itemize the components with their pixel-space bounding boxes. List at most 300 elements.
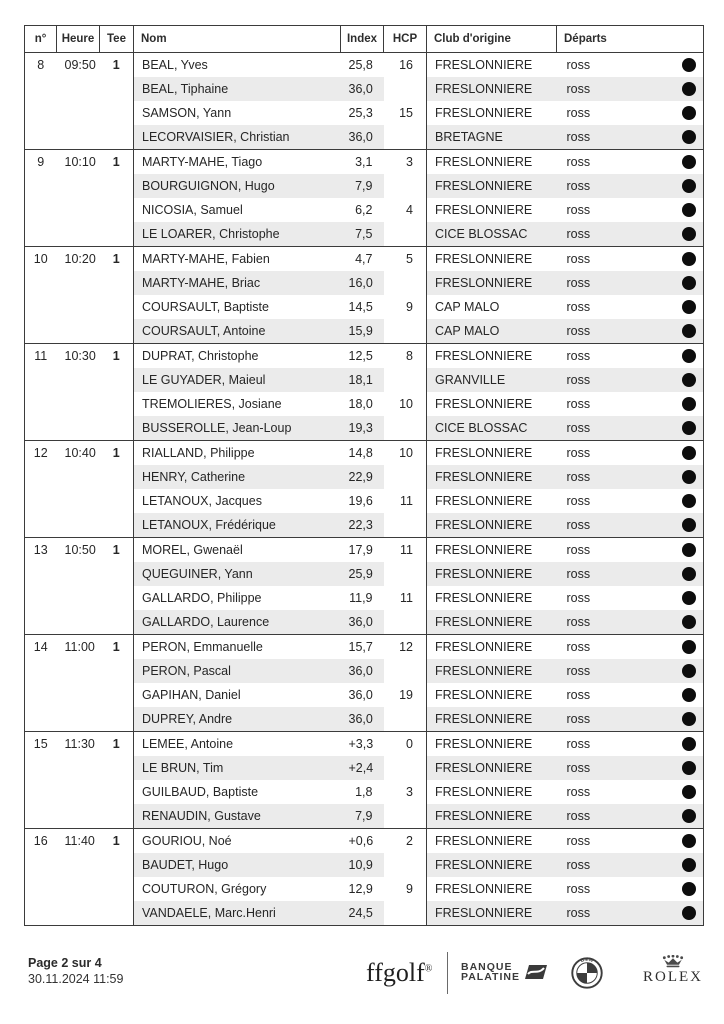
- depart-label: ross: [566, 906, 591, 920]
- depart-label: ross: [566, 106, 591, 120]
- start-time: 10:20: [57, 247, 100, 344]
- player-depart-cell: [557, 732, 704, 757]
- player-row: [25, 53, 704, 78]
- player-hcp: [384, 804, 427, 829]
- column-header-tee: Tee: [100, 26, 134, 53]
- group-number: 13: [25, 538, 57, 635]
- player-hcp: 0: [384, 732, 427, 757]
- player-index: 25,3: [348, 106, 373, 120]
- player-name: MOREL, Gwenaël: [142, 543, 243, 557]
- player-name: GAPIHAN, Daniel: [142, 688, 241, 702]
- depart-label: ross: [566, 179, 591, 193]
- player-club: FRESLONNIERE: [427, 659, 557, 683]
- player-club: FRESLONNIERE: [427, 683, 557, 707]
- group-9: [25, 150, 704, 247]
- player-index: 1,8: [355, 785, 373, 799]
- depart-dot-icon: [682, 82, 696, 96]
- player-depart-cell: [557, 53, 704, 78]
- tee-number: 1: [100, 538, 134, 635]
- player-name: BEAL, Tiphaine: [134, 77, 341, 101]
- group-13: [25, 538, 704, 635]
- player-hcp: 3: [384, 150, 427, 175]
- depart-dot-icon: [682, 688, 696, 702]
- player-hcp: 19: [384, 683, 427, 707]
- player-index: 36,0: [341, 707, 384, 732]
- depart-dot-icon: [682, 276, 696, 290]
- start-time: 11:40: [57, 829, 100, 926]
- player-index: 36,0: [341, 77, 384, 101]
- player-index: 12,9: [348, 882, 373, 896]
- player-index: 22,3: [341, 513, 384, 538]
- start-time: 11:30: [57, 732, 100, 829]
- player-depart-cell: [557, 271, 704, 295]
- player-name: LE BRUN, Tim: [134, 756, 341, 780]
- column-header-d-parts: Départs: [557, 26, 704, 53]
- player-name: HENRY, Catherine: [134, 465, 341, 489]
- player-name: PERON, Pascal: [134, 659, 341, 683]
- player-hcp: 9: [384, 877, 427, 901]
- player-name: TREMOLIERES, Josiane: [142, 397, 282, 411]
- player-depart-cell: [557, 441, 704, 466]
- rolex-logo: [638, 955, 708, 986]
- player-index: 36,0: [341, 125, 384, 150]
- group-number: 14: [25, 635, 57, 732]
- depart-dot-icon: [682, 761, 696, 775]
- group-14: [25, 635, 704, 732]
- start-time: 10:40: [57, 441, 100, 538]
- depart-label: ross: [566, 591, 591, 605]
- player-hcp: [384, 610, 427, 635]
- player-club: FRESLONNIERE: [427, 392, 557, 416]
- player-hcp: [384, 77, 427, 101]
- depart-dot-icon: [682, 518, 696, 532]
- tee-times-table: [24, 25, 704, 926]
- player-index: 25,8: [348, 58, 373, 72]
- depart-label: ross: [566, 421, 591, 435]
- player-hcp: 4: [384, 198, 427, 222]
- player-name: COUTURON, Grégory: [142, 882, 267, 896]
- player-hcp: 15: [384, 101, 427, 125]
- player-index: 36,0: [348, 688, 373, 702]
- player-index: 36,0: [341, 610, 384, 635]
- tee-number: 1: [100, 53, 134, 150]
- player-depart-cell: [557, 659, 704, 683]
- player-name: BOURGUIGNON, Hugo: [134, 174, 341, 198]
- tee-number: 1: [100, 829, 134, 926]
- player-hcp: 11: [384, 586, 427, 610]
- depart-label: ross: [566, 494, 591, 508]
- depart-label: ross: [566, 761, 591, 775]
- player-hcp: [384, 222, 427, 247]
- group-number: 12: [25, 441, 57, 538]
- tee-number: 1: [100, 441, 134, 538]
- depart-dot-icon: [682, 834, 696, 848]
- player-index: 10,9: [341, 853, 384, 877]
- group-number: 15: [25, 732, 57, 829]
- player-index: 22,9: [341, 465, 384, 489]
- depart-label: ross: [566, 640, 591, 654]
- player-index: 11,9: [349, 591, 373, 605]
- player-name: MARTY-MAHE, Fabien: [142, 252, 270, 266]
- banque-palatine-logo: [461, 962, 548, 982]
- depart-dot-icon: [682, 446, 696, 460]
- player-club: CICE BLOSSAC: [427, 222, 557, 247]
- player-hcp: 10: [384, 392, 427, 416]
- player-club: FRESLONNIERE: [427, 538, 557, 563]
- player-name: GALLARDO, Laurence: [134, 610, 341, 635]
- depart-dot-icon: [682, 712, 696, 726]
- depart-label: ross: [566, 373, 591, 387]
- tee-number: 1: [100, 732, 134, 829]
- depart-dot-icon: [682, 227, 696, 241]
- column-header-n-: n°: [25, 26, 57, 53]
- depart-label: ross: [566, 227, 591, 241]
- player-depart-cell: [557, 756, 704, 780]
- player-name: GALLARDO, Philippe: [142, 591, 262, 605]
- depart-label: ross: [566, 276, 591, 290]
- player-club: FRESLONNIERE: [427, 707, 557, 732]
- player-depart-cell: [557, 465, 704, 489]
- start-time: 09:50: [57, 53, 100, 150]
- depart-label: ross: [566, 834, 591, 848]
- player-depart-cell: [557, 222, 704, 247]
- player-club: FRESLONNIERE: [427, 732, 557, 757]
- player-depart-cell: [557, 513, 704, 538]
- player-club: FRESLONNIERE: [427, 77, 557, 101]
- start-time: 10:50: [57, 538, 100, 635]
- player-name: QUEGUINER, Yann: [134, 562, 341, 586]
- player-club: FRESLONNIERE: [427, 174, 557, 198]
- player-depart-cell: [557, 562, 704, 586]
- depart-dot-icon: [682, 203, 696, 217]
- player-name: LEMEE, Antoine: [142, 737, 234, 751]
- player-hcp: 12: [384, 635, 427, 660]
- player-depart-cell: [557, 901, 704, 926]
- group-number: 9: [25, 150, 57, 247]
- player-depart-cell: [557, 77, 704, 101]
- player-index: 24,5: [341, 901, 384, 926]
- depart-dot-icon: [682, 567, 696, 581]
- player-hcp: [384, 271, 427, 295]
- player-hcp: [384, 756, 427, 780]
- depart-label: ross: [566, 300, 591, 314]
- player-name: MARTY-MAHE, Briac: [134, 271, 341, 295]
- player-club: FRESLONNIERE: [427, 513, 557, 538]
- player-club: FRESLONNIERE: [427, 53, 557, 78]
- column-header-nom: Nom: [134, 26, 341, 53]
- player-name: LETANOUX, Frédérique: [134, 513, 341, 538]
- group-10: [25, 247, 704, 344]
- player-name: PERON, Emmanuelle: [142, 640, 263, 654]
- player-name: COURSAULT, Baptiste: [142, 300, 269, 314]
- depart-dot-icon: [682, 397, 696, 411]
- player-index: 16,0: [341, 271, 384, 295]
- tee-number: 1: [100, 635, 134, 732]
- player-name: RENAUDIN, Gustave: [134, 804, 341, 829]
- player-name: DUPREY, Andre: [134, 707, 341, 732]
- player-name: GUILBAUD, Baptiste: [142, 785, 259, 799]
- depart-label: ross: [566, 82, 591, 96]
- depart-label: ross: [566, 518, 591, 532]
- depart-dot-icon: [682, 106, 696, 120]
- player-index: 12,5: [348, 349, 373, 363]
- player-name: GOURIOU, Noé: [142, 834, 232, 848]
- depart-label: ross: [566, 58, 591, 72]
- depart-dot-icon: [682, 809, 696, 823]
- depart-label: ross: [566, 688, 591, 702]
- player-name: COURSAULT, Antoine: [134, 319, 341, 344]
- player-depart-cell: [557, 586, 704, 610]
- group-number: 16: [25, 829, 57, 926]
- tee-number: 1: [100, 150, 134, 247]
- player-index: 18,1: [341, 368, 384, 392]
- player-depart-cell: [557, 416, 704, 441]
- player-hcp: 10: [384, 441, 427, 466]
- player-index: 19,3: [341, 416, 384, 441]
- player-index: 36,0: [341, 659, 384, 683]
- player-name: VANDAELE, Marc.Henri: [134, 901, 341, 926]
- footer-divider: [447, 952, 448, 994]
- player-depart-cell: [557, 319, 704, 344]
- player-depart-cell: [557, 101, 704, 125]
- depart-dot-icon: [682, 664, 696, 678]
- depart-label: ross: [566, 252, 591, 266]
- player-name: NICOSIA, Samuel: [142, 203, 243, 217]
- depart-label: ross: [566, 858, 591, 872]
- player-row: [25, 538, 704, 563]
- depart-label: ross: [566, 397, 591, 411]
- player-row: [25, 635, 704, 660]
- player-depart-cell: [557, 804, 704, 829]
- player-club: FRESLONNIERE: [427, 829, 557, 854]
- player-depart-cell: [557, 610, 704, 635]
- tee-number: 1: [100, 344, 134, 441]
- player-depart-cell: [557, 780, 704, 804]
- group-16: [25, 829, 704, 926]
- player-depart-cell: [557, 150, 704, 175]
- player-name: DUPRAT, Christophe: [142, 349, 259, 363]
- table-header-row: [25, 26, 704, 53]
- player-club: FRESLONNIERE: [427, 610, 557, 635]
- player-club: FRESLONNIERE: [427, 101, 557, 125]
- depart-label: ross: [566, 543, 591, 557]
- player-club: FRESLONNIERE: [427, 344, 557, 369]
- depart-label: ross: [566, 809, 591, 823]
- player-index: 15,9: [341, 319, 384, 344]
- player-index: 14,8: [348, 446, 373, 460]
- player-hcp: [384, 319, 427, 344]
- player-hcp: 5: [384, 247, 427, 272]
- depart-dot-icon: [682, 179, 696, 193]
- column-header-index: Index: [341, 26, 384, 53]
- depart-dot-icon: [682, 906, 696, 920]
- player-depart-cell: [557, 877, 704, 901]
- player-hcp: 11: [384, 489, 427, 513]
- player-hcp: [384, 853, 427, 877]
- player-depart-cell: [557, 125, 704, 150]
- depart-dot-icon: [682, 300, 696, 314]
- depart-dot-icon: [682, 494, 696, 508]
- depart-label: ross: [566, 664, 591, 678]
- group-8: [25, 53, 704, 150]
- player-club: CAP MALO: [427, 295, 557, 319]
- depart-label: ross: [566, 712, 591, 726]
- player-hcp: [384, 125, 427, 150]
- player-name: RIALLAND, Philippe: [142, 446, 255, 460]
- player-index: 25,9: [341, 562, 384, 586]
- group-number: 10: [25, 247, 57, 344]
- ffgolf-logo: [366, 958, 432, 988]
- player-club: FRESLONNIERE: [427, 756, 557, 780]
- player-hcp: [384, 901, 427, 926]
- player-depart-cell: [557, 853, 704, 877]
- group-15: [25, 732, 704, 829]
- player-name: BUSSEROLLE, Jean-Loup: [134, 416, 341, 441]
- player-club: FRESLONNIERE: [427, 780, 557, 804]
- player-hcp: [384, 659, 427, 683]
- player-index: 7,9: [341, 804, 384, 829]
- depart-dot-icon: [682, 324, 696, 338]
- bmw-logo-icon: [571, 957, 603, 989]
- depart-dot-icon: [682, 130, 696, 144]
- player-club: FRESLONNIERE: [427, 877, 557, 901]
- player-row: [25, 829, 704, 854]
- player-row: [25, 441, 704, 466]
- depart-dot-icon: [682, 421, 696, 435]
- depart-dot-icon: [682, 252, 696, 266]
- banque-word: BANQUE: [461, 961, 513, 973]
- page-number: Page 2 sur 4: [28, 956, 102, 970]
- player-club: CAP MALO: [427, 319, 557, 344]
- depart-label: ross: [566, 155, 591, 169]
- start-time: 11:00: [57, 635, 100, 732]
- player-depart-cell: [557, 174, 704, 198]
- player-index: 6,2: [355, 203, 373, 217]
- depart-label: ross: [566, 737, 591, 751]
- player-index: 19,6: [348, 494, 373, 508]
- player-club: FRESLONNIERE: [427, 198, 557, 222]
- player-depart-cell: [557, 489, 704, 513]
- banque-palatine-flag-icon: [522, 962, 548, 982]
- player-club: FRESLONNIERE: [427, 562, 557, 586]
- depart-dot-icon: [682, 615, 696, 629]
- player-name: MARTY-MAHE, Tiago: [142, 155, 263, 169]
- player-hcp: [384, 465, 427, 489]
- player-name: LETANOUX, Jacques: [142, 494, 262, 508]
- player-hcp: 8: [384, 344, 427, 369]
- player-club: FRESLONNIERE: [427, 247, 557, 272]
- rolex-logo-text: ROLEX: [643, 969, 703, 985]
- player-hcp: 3: [384, 780, 427, 804]
- player-hcp: [384, 513, 427, 538]
- depart-dot-icon: [682, 373, 696, 387]
- player-index: +3,3: [348, 737, 374, 751]
- player-club: FRESLONNIERE: [427, 901, 557, 926]
- depart-dot-icon: [682, 640, 696, 654]
- footer-page-info: [28, 955, 123, 987]
- player-index: 3,1: [355, 155, 373, 169]
- player-hcp: 16: [384, 53, 427, 78]
- depart-label: ross: [566, 203, 591, 217]
- table-header: [25, 26, 704, 53]
- player-name: SAMSON, Yann: [142, 106, 232, 120]
- player-club: GRANVILLE: [427, 368, 557, 392]
- group-number: 8: [25, 53, 57, 150]
- player-depart-cell: [557, 683, 704, 707]
- player-club: FRESLONNIERE: [427, 465, 557, 489]
- depart-label: ross: [566, 470, 591, 484]
- player-club: FRESLONNIERE: [427, 635, 557, 660]
- player-name: BAUDET, Hugo: [134, 853, 341, 877]
- player-club: FRESLONNIERE: [427, 441, 557, 466]
- depart-dot-icon: [682, 737, 696, 751]
- player-club: BRETAGNE: [427, 125, 557, 150]
- player-row: [25, 150, 704, 175]
- player-hcp: [384, 707, 427, 732]
- group-11: [25, 344, 704, 441]
- player-depart-cell: [557, 295, 704, 319]
- player-row: [25, 732, 704, 757]
- depart-label: ross: [566, 615, 591, 629]
- depart-label: ross: [566, 882, 591, 896]
- player-name: LE GUYADER, Maieul: [134, 368, 341, 392]
- player-club: FRESLONNIERE: [427, 804, 557, 829]
- depart-label: ross: [566, 130, 591, 144]
- start-time: 10:10: [57, 150, 100, 247]
- group-12: [25, 441, 704, 538]
- player-depart-cell: [557, 392, 704, 416]
- player-hcp: 9: [384, 295, 427, 319]
- column-header-heure: Heure: [57, 26, 100, 53]
- player-index: 7,5: [341, 222, 384, 247]
- player-hcp: [384, 368, 427, 392]
- depart-label: ross: [566, 324, 591, 338]
- player-depart-cell: [557, 538, 704, 563]
- player-index: 7,9: [341, 174, 384, 198]
- player-row: [25, 344, 704, 369]
- print-datetime: 30.11.2024 11:59: [28, 972, 124, 986]
- player-name: BEAL, Yves: [142, 58, 208, 72]
- player-index: 15,7: [348, 640, 373, 654]
- player-depart-cell: [557, 247, 704, 272]
- depart-dot-icon: [682, 543, 696, 557]
- palatine-word: PALATINE: [461, 971, 520, 983]
- column-header-hcp: HCP: [384, 26, 427, 53]
- player-depart-cell: [557, 344, 704, 369]
- player-index: 14,5: [348, 300, 373, 314]
- depart-dot-icon: [682, 858, 696, 872]
- depart-dot-icon: [682, 470, 696, 484]
- player-hcp: 11: [384, 538, 427, 563]
- column-header-club-d-origine: Club d'origine: [427, 26, 557, 53]
- player-index: +0,6: [348, 834, 374, 848]
- depart-label: ross: [566, 349, 591, 363]
- player-row: [25, 247, 704, 272]
- player-club: FRESLONNIERE: [427, 150, 557, 175]
- depart-dot-icon: [682, 155, 696, 169]
- player-hcp: 2: [384, 829, 427, 854]
- player-depart-cell: [557, 198, 704, 222]
- depart-dot-icon: [682, 58, 696, 72]
- depart-dot-icon: [682, 349, 696, 363]
- player-depart-cell: [557, 829, 704, 854]
- player-index: 18,0: [348, 397, 373, 411]
- registered-mark-icon: ®: [424, 963, 433, 975]
- player-index: 4,7: [355, 252, 373, 266]
- rolex-crown-icon: [662, 955, 684, 968]
- player-hcp: [384, 174, 427, 198]
- player-hcp: [384, 562, 427, 586]
